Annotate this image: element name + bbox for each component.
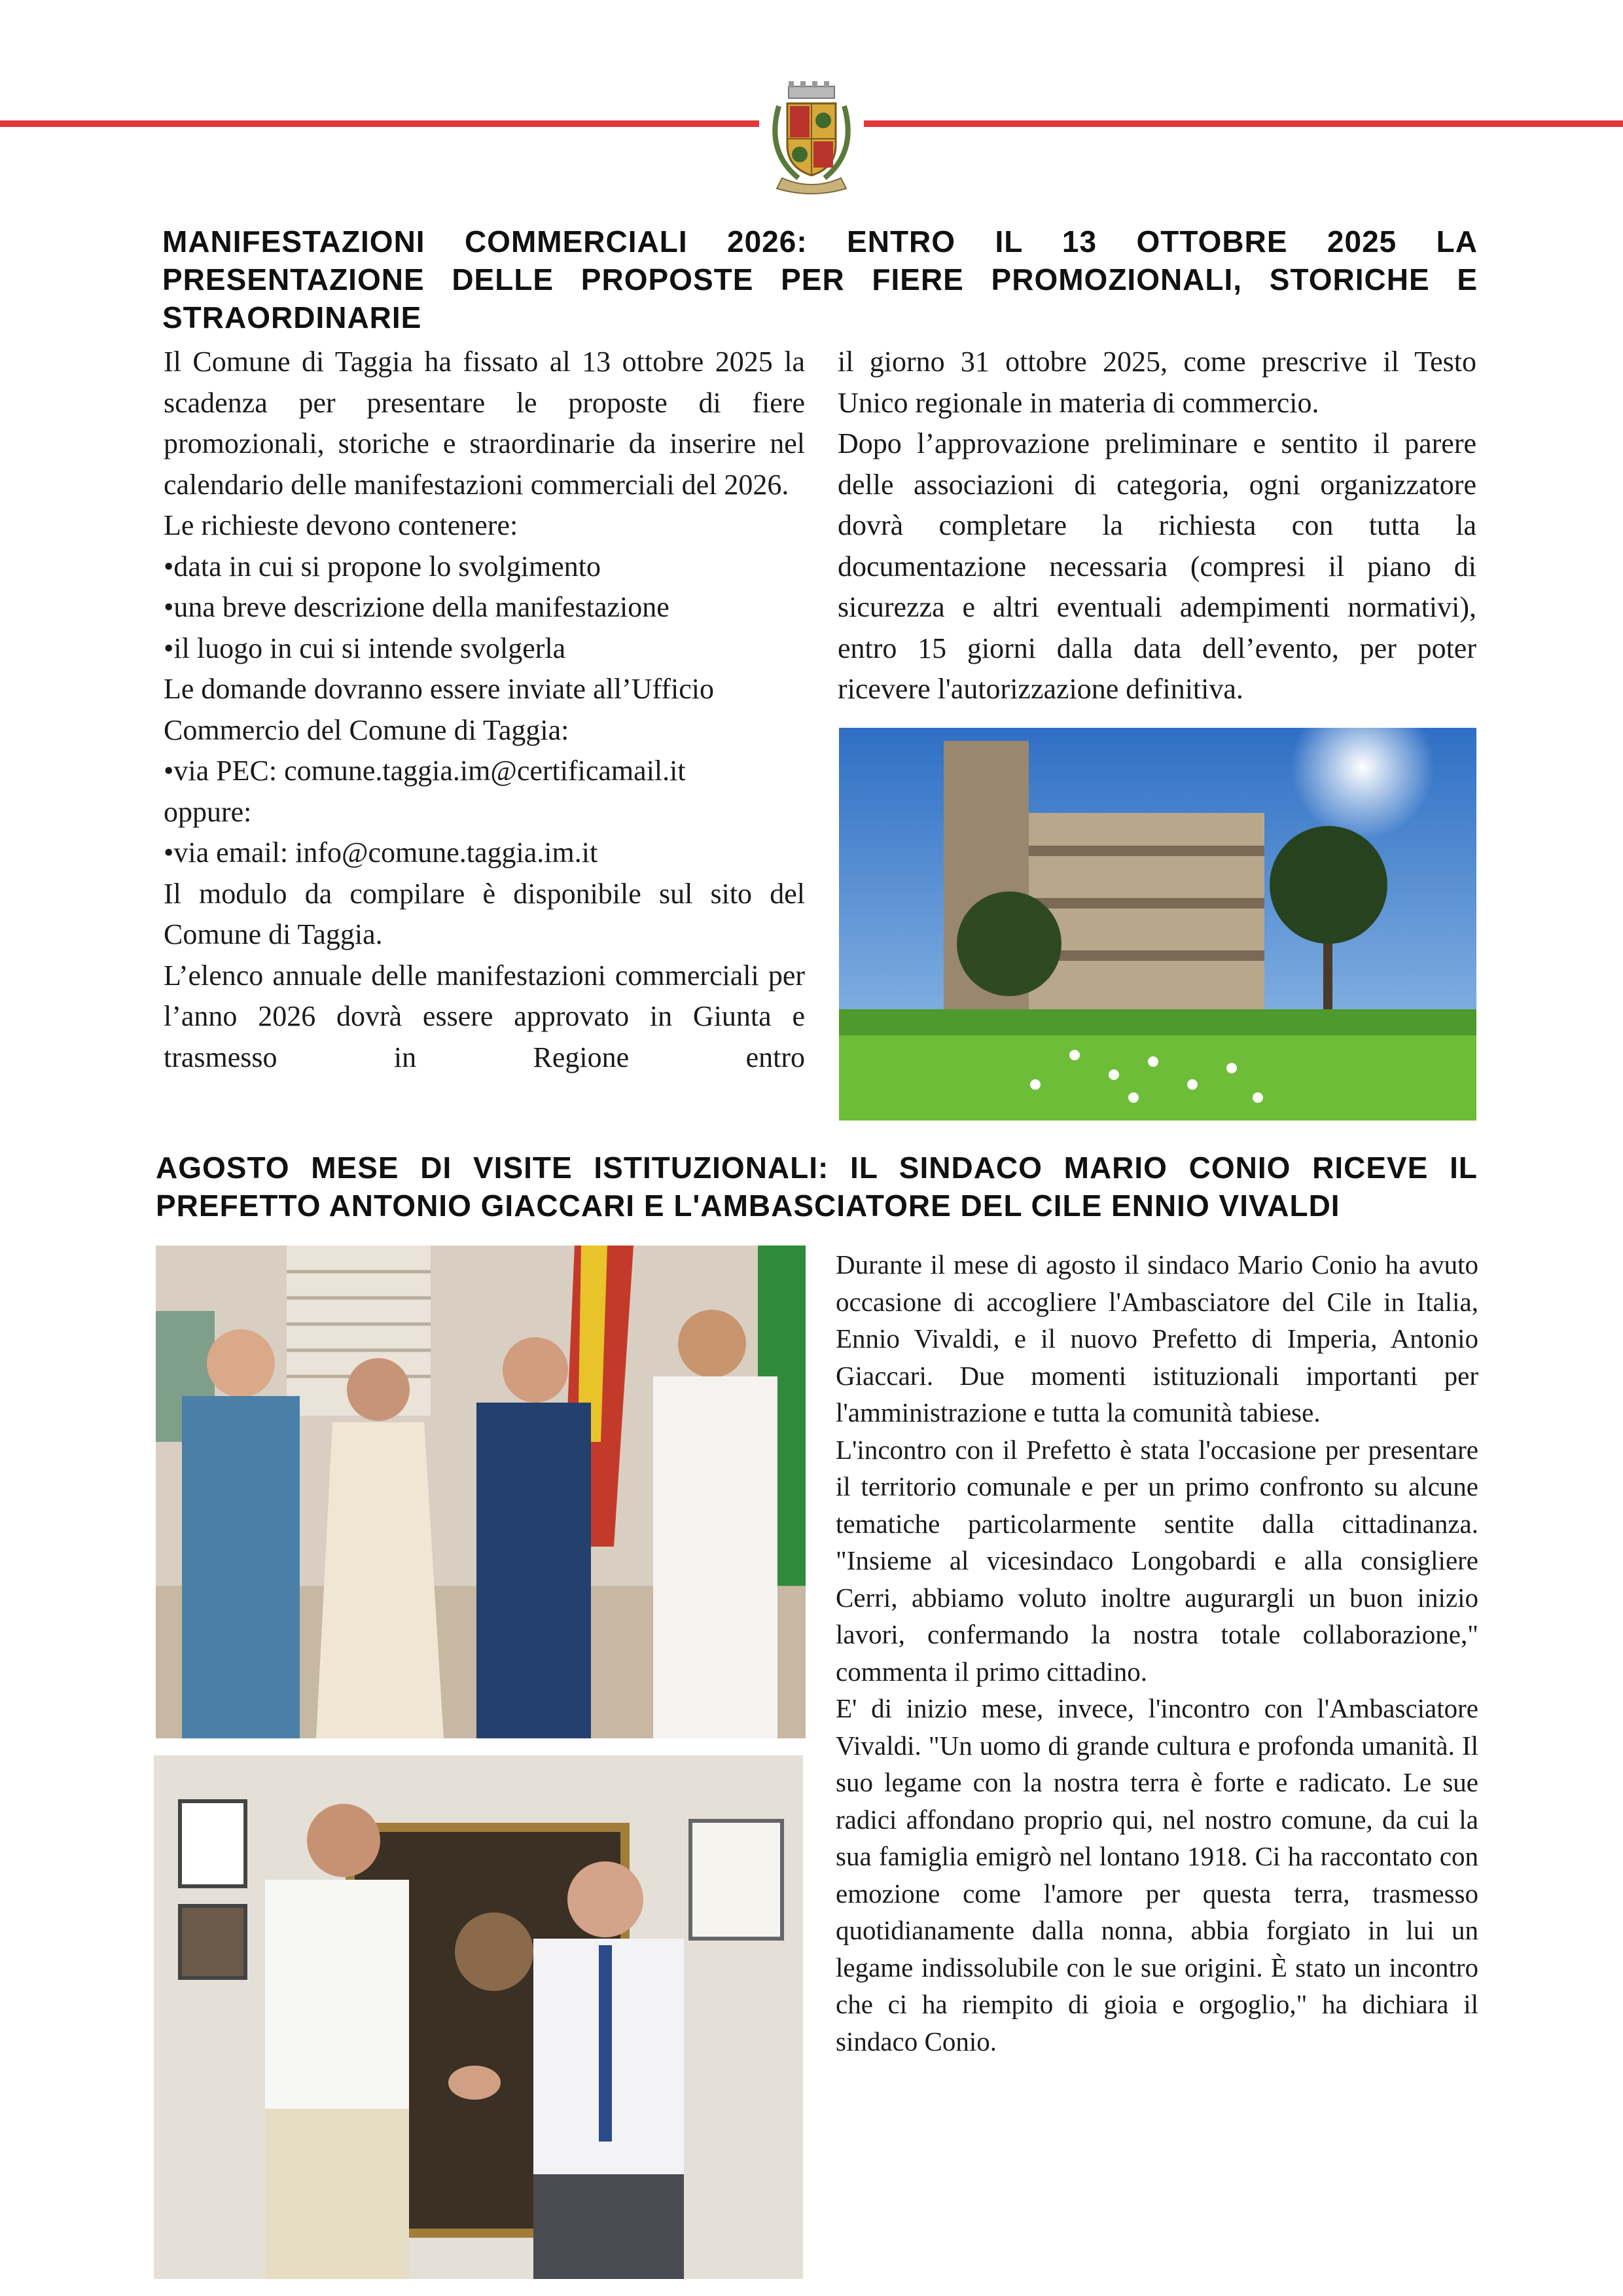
or-label: oppure: (164, 795, 252, 828)
annual-list-paragraph: L’elenco annuale delle manifestazioni commerciali per l’anno 2026 dovrà essere approvato in Giunta e trasmesso in Regione entro (164, 959, 805, 1073)
requirements-intro: Le richieste devono contenere: (164, 509, 518, 541)
article2-title: AGOSTO MESE DI VISITE ISTITUZIONALI: IL SINDACO MARIO CONIO RICEVE IL PREFETTO ANTONIO GIACCARI E L'AMBASCIATORE DEL CILE ENNIO VIVALDI (156, 1151, 1478, 1223)
article1-intro: Il Comune di Taggia ha fissato al 13 ottobre 2025 la scadenza per presentare le proposte di fiere promozionali, storiche e straordinarie da inserire nel calendario delle manifestazioni commerciali del 2026. (164, 346, 805, 501)
approval-paragraph: Dopo l’approvazione preliminare e sentito il parere delle associazioni di categoria, ogni organizzatore dovrà completare la richiesta con tutta la documentazione necessaria (compresi il piano di sicurezza e altri eventuali adempimenti normativi), entro 15 giorni dalla data dell’evento, per poter ricevere l'autorizzazione definitiva. (838, 427, 1476, 705)
town-hall-photo (839, 728, 1476, 1121)
article2-body (836, 1246, 1478, 2060)
header-rule-left (0, 120, 759, 127)
send-intro: Le domande dovranno essere inviate all’Ufficio Commercio del Comune di Taggia: (164, 673, 714, 746)
article1-title: MANIFESTAZIONI COMMERCIALI 2026: ENTRO IL 13 OTTOBRE 2025 LA PRESENTAZIONE DELLE PROPOSTE PER FIERE PROMOZIONALI, STORICHE E STRAORDINARIE (162, 224, 1478, 334)
prefect-paragraph: L'incontro con il Prefetto è stata l'occasione per presentare il territorio comunale e per un primo confronto su alcune tematiche particolarmente sentite dalla cittadinanza. "Insieme al vicesindaco Longobardi e alla consigliere Cerri, abbiamo voluto inoltre augurargli un buon inizio lavori, confermando la nostra totale collaborazione," commenta il primo cittadino. (836, 1434, 1478, 1687)
ambassador-visit-photo (154, 1755, 803, 2279)
annual-list-continuation: il giorno 31 ottobre 2025, come prescrive il Testo Unico regionale in materia di commercio. (838, 346, 1476, 419)
ambassador-paragraph: E' di inizio mese, invece, l'incontro con l'Ambasciatore Vivaldi. "Un uomo di grande cultura e profonda umanità. Il suo legame con la nostra terra è forte e radicato. Le sue radici affondano proprio qui, nel nostro comune, da cui la sua famiglia emigrò nel lontano 1918. Ci ha raccontato con emozione come l'amore per questa terra, trasmesso quotidianamente dalla nonna, abbia forgiato in lui un legame indissolubile con le sue origini. È stato un incontro che ci ha riempito di gioia e orgoglio," ha dichiara il sindaco Conio. (836, 1693, 1478, 2056)
header-rule-right (864, 120, 1623, 127)
coat-of-arms-icon (762, 80, 861, 195)
article1-column-left (164, 342, 805, 1078)
article1-column-right (838, 342, 1476, 710)
pec-address: •via PEC: comune.taggia.im@certificamail.it (164, 755, 686, 787)
prefect-visit-photo (156, 1246, 806, 1738)
module-note: Il modulo da compilare è disponibile sul sito del Comune di Taggia. (164, 877, 805, 950)
email-address: •via email: info@comune.taggia.im.it (164, 836, 598, 869)
requirement-item: •data in cui si propone lo svolgimento (164, 550, 601, 583)
requirement-item: •il luogo in cui si intende svolgerla (164, 632, 566, 664)
article2-intro: Durante il mese di agosto il sindaco Mario Conio ha avuto occasione di accogliere l'Ambasciatore del Cile in Italia, Ennio Vivaldi, e il nuovo Prefetto di Imperia, Antonio Giaccari. Due momenti istituzionali importanti per l'amministrazione e tutta la comunità tabiese. (836, 1249, 1478, 1427)
requirement-item: •una breve descrizione della manifestazione (164, 591, 669, 623)
